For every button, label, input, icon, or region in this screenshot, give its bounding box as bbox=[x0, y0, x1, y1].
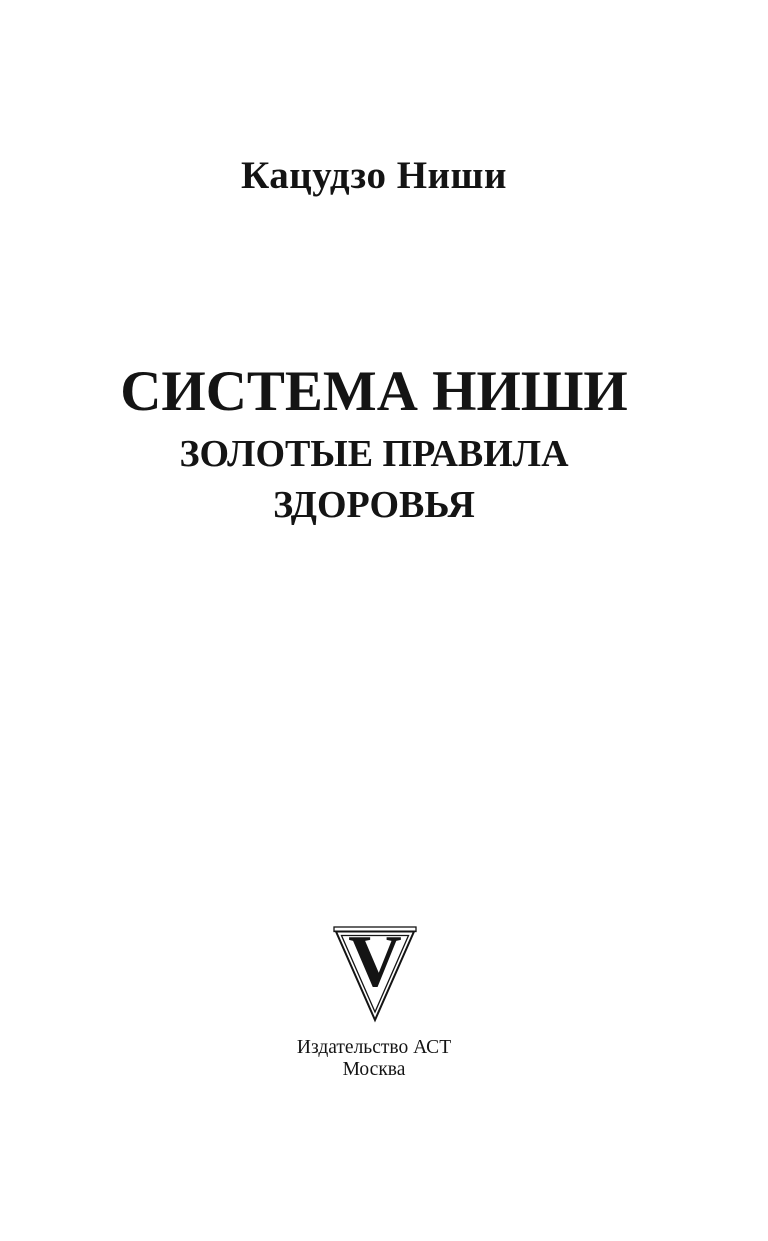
imprint bbox=[0, 1037, 748, 1081]
subtitle-line-2: ЗДОРОВЬЯ bbox=[273, 484, 475, 526]
ast-publisher-logo-icon bbox=[330, 925, 420, 1030]
book-subtitle bbox=[0, 429, 748, 531]
publisher-city: Москва bbox=[342, 1059, 406, 1080]
author-name: Кацудзо Ниши bbox=[241, 154, 507, 197]
logo-letter: V bbox=[348, 925, 402, 1003]
book-title: СИСТЕМА НИШИ bbox=[120, 360, 628, 423]
subtitle-line-1: ЗОЛОТЫЕ ПРАВИЛА bbox=[179, 433, 569, 475]
publisher-name: Издательство АСТ bbox=[296, 1037, 452, 1058]
